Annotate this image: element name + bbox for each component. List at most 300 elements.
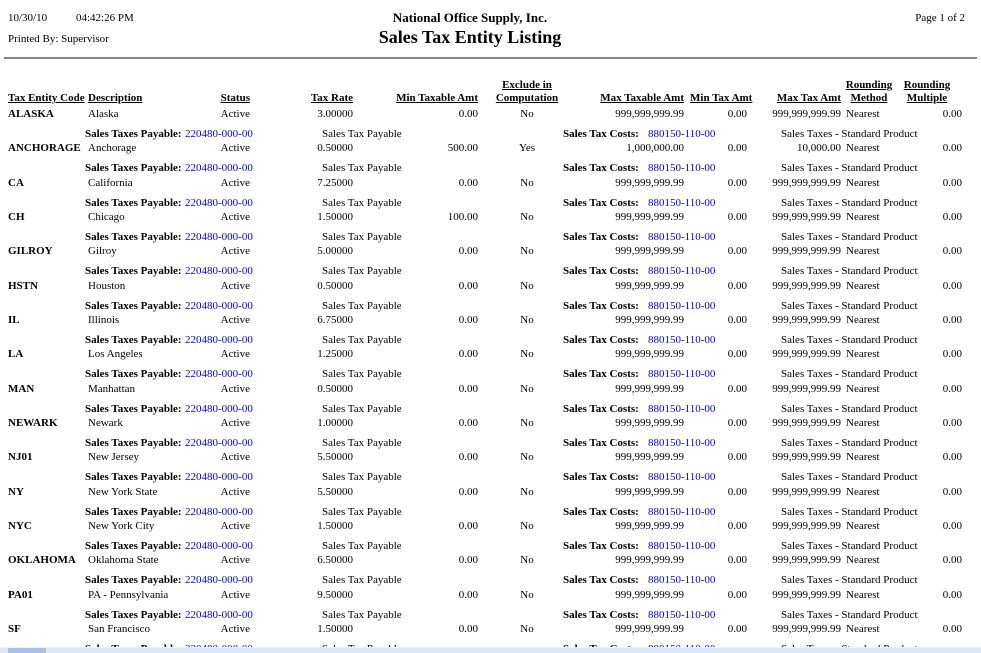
entity-main-line bbox=[0, 417, 981, 430]
col-min-tax-amt: Min Tax Amt bbox=[690, 92, 753, 104]
entity-rounding-multiple: 0.00 bbox=[942, 623, 962, 635]
entity-min-taxable-amt: 0.00 bbox=[458, 348, 478, 360]
entity-exclude-in-computation: No bbox=[520, 108, 534, 120]
sales-taxes-payable-account-link[interactable]: 220480-000-00 bbox=[185, 265, 253, 277]
entity-code: HSTN bbox=[8, 280, 38, 292]
sales-tax-costs-label: Sales Tax Costs: bbox=[563, 609, 639, 621]
col-rounding-multiple-line1: Rounding bbox=[903, 79, 951, 91]
entity-max-tax-amt: 999,999,999.99 bbox=[772, 348, 841, 360]
scrollbar-thumb[interactable] bbox=[8, 648, 46, 653]
entity-min-tax-amt: 0.00 bbox=[727, 589, 747, 601]
sales-tax-costs-account-desc: Sales Taxes - Standard Product bbox=[781, 128, 918, 140]
entity-max-tax-amt: 999,999,999.99 bbox=[772, 108, 841, 120]
entity-status: Active bbox=[220, 280, 250, 292]
entity-main-line bbox=[0, 348, 981, 361]
entity-max-taxable-amt: 999,999,999.99 bbox=[615, 245, 684, 257]
sales-tax-costs-account-desc: Sales Taxes - Standard Product bbox=[781, 403, 918, 415]
col-rounding-method-line1: Rounding bbox=[845, 79, 893, 91]
sales-tax-costs-account-desc: Sales Taxes - Standard Product bbox=[781, 231, 918, 243]
sales-taxes-payable-account-link[interactable]: 220480-000-00 bbox=[185, 368, 253, 380]
report-time: 04:42:26 PM bbox=[76, 12, 134, 24]
sales-tax-costs-account-desc: Sales Taxes - Standard Product bbox=[781, 162, 918, 174]
entity-rounding-multiple: 0.00 bbox=[942, 211, 962, 223]
sales-taxes-payable-account-desc: Sales Tax Payable bbox=[322, 197, 402, 209]
entity-code: IL bbox=[8, 314, 20, 326]
entity-min-tax-amt: 0.00 bbox=[727, 520, 747, 532]
sales-taxes-payable-account-link[interactable]: 220480-000-00 bbox=[185, 403, 253, 415]
entity-min-taxable-amt: 0.00 bbox=[458, 520, 478, 532]
entity-code: SF bbox=[8, 623, 21, 635]
sales-taxes-payable-label: Sales Taxes Payable: bbox=[85, 334, 182, 346]
entity-min-taxable-amt: 100.00 bbox=[447, 211, 478, 223]
entity-exclude-in-computation: No bbox=[520, 486, 534, 498]
entity-main-line bbox=[0, 211, 981, 224]
entity-min-taxable-amt: 0.00 bbox=[458, 486, 478, 498]
entity-tax-rate: 1.50000 bbox=[317, 211, 353, 223]
entity-min-tax-amt: 0.00 bbox=[727, 623, 747, 635]
sales-taxes-payable-account-desc: Sales Tax Payable bbox=[322, 609, 402, 621]
tax-entity-record bbox=[0, 177, 981, 211]
entity-max-tax-amt: 999,999,999.99 bbox=[772, 623, 841, 635]
entity-rounding-method: Nearest bbox=[846, 280, 880, 292]
entity-code: MAN bbox=[8, 383, 35, 395]
entity-accounts-line bbox=[0, 265, 981, 278]
entity-code: NY bbox=[8, 486, 24, 498]
sales-taxes-payable-account-link[interactable]: 220480-000-00 bbox=[185, 506, 253, 518]
sales-tax-costs-account-desc: Sales Taxes - Standard Product bbox=[781, 368, 918, 380]
entity-accounts-line bbox=[0, 574, 981, 587]
entity-main-line bbox=[0, 108, 981, 121]
entity-status: Active bbox=[220, 383, 250, 395]
entity-code: OKLAHOMA bbox=[8, 554, 76, 566]
entity-accounts-line bbox=[0, 403, 981, 416]
entity-max-tax-amt: 999,999,999.99 bbox=[772, 486, 841, 498]
sales-tax-costs-label: Sales Tax Costs: bbox=[563, 368, 639, 380]
sales-tax-costs-account-desc: Sales Taxes - Standard Product bbox=[781, 334, 918, 346]
col-exclude-line2: Computation bbox=[495, 92, 559, 104]
sales-tax-costs-account-desc: Sales Taxes - Standard Product bbox=[781, 506, 918, 518]
sales-taxes-payable-account-desc: Sales Tax Payable bbox=[322, 128, 402, 140]
sales-taxes-payable-account-desc: Sales Tax Payable bbox=[322, 403, 402, 415]
entity-min-taxable-amt: 0.00 bbox=[458, 417, 478, 429]
sales-tax-costs-label: Sales Tax Costs: bbox=[563, 265, 639, 277]
entity-max-taxable-amt: 999,999,999.99 bbox=[615, 280, 684, 292]
entity-main-line bbox=[0, 383, 981, 396]
entity-exclude-in-computation: No bbox=[520, 451, 534, 463]
sales-tax-costs-account-link[interactable]: 880150-110-00 bbox=[648, 334, 716, 346]
entity-max-taxable-amt: 999,999,999.99 bbox=[615, 383, 684, 395]
sales-tax-costs-account-desc: Sales Taxes - Standard Product bbox=[781, 574, 918, 586]
entity-tax-rate: 1.50000 bbox=[317, 520, 353, 532]
sales-taxes-payable-label: Sales Taxes Payable: bbox=[85, 197, 182, 209]
sales-tax-costs-account-link[interactable]: 880150-110-00 bbox=[648, 403, 716, 415]
sales-taxes-payable-account-desc: Sales Tax Payable bbox=[322, 300, 402, 312]
entity-accounts-line bbox=[0, 506, 981, 519]
entity-max-tax-amt: 999,999,999.99 bbox=[772, 554, 841, 566]
tax-entity-record bbox=[0, 142, 981, 176]
entity-description: Oklahoma State bbox=[88, 554, 159, 566]
sales-tax-costs-account-link[interactable]: 880150-110-00 bbox=[648, 506, 716, 518]
entity-min-tax-amt: 0.00 bbox=[727, 486, 747, 498]
entity-accounts-line bbox=[0, 609, 981, 622]
col-status: Status bbox=[220, 92, 250, 104]
sales-taxes-payable-account-link[interactable]: 220480-000-00 bbox=[185, 197, 253, 209]
entity-rounding-method: Nearest bbox=[846, 177, 880, 189]
entity-rounding-method: Nearest bbox=[846, 520, 880, 532]
entity-max-taxable-amt: 999,999,999.99 bbox=[615, 417, 684, 429]
entity-code: ALASKA bbox=[8, 108, 54, 120]
entity-rounding-method: Nearest bbox=[846, 142, 880, 154]
entity-exclude-in-computation: No bbox=[520, 623, 534, 635]
sales-taxes-payable-account-desc: Sales Tax Payable bbox=[322, 471, 402, 483]
sales-tax-costs-label: Sales Tax Costs: bbox=[563, 540, 639, 552]
entity-status: Active bbox=[220, 245, 250, 257]
entity-description: Newark bbox=[88, 417, 123, 429]
col-description: Description bbox=[88, 92, 143, 104]
sales-taxes-payable-account-desc: Sales Tax Payable bbox=[322, 368, 402, 380]
sales-tax-costs-account-link[interactable]: 880150-110-00 bbox=[648, 197, 716, 209]
sales-taxes-payable-account-link[interactable]: 220480-000-00 bbox=[185, 540, 253, 552]
entity-code: CA bbox=[8, 177, 24, 189]
sales-tax-costs-label: Sales Tax Costs: bbox=[563, 574, 639, 586]
sales-taxes-payable-account-desc: Sales Tax Payable bbox=[322, 265, 402, 277]
entity-status: Active bbox=[220, 108, 250, 120]
entity-main-line bbox=[0, 623, 981, 636]
entity-status: Active bbox=[220, 211, 250, 223]
entity-tax-rate: 1.50000 bbox=[317, 623, 353, 635]
entity-main-line bbox=[0, 142, 981, 155]
entity-main-line bbox=[0, 589, 981, 602]
entity-tax-rate: 6.50000 bbox=[317, 554, 353, 566]
entity-rounding-method: Nearest bbox=[846, 623, 880, 635]
entity-code: NEWARK bbox=[8, 417, 58, 429]
entity-code: ANCHORAGE bbox=[8, 142, 81, 154]
entity-code: LA bbox=[8, 348, 24, 360]
sales-tax-costs-account-link[interactable]: 880150-110-00 bbox=[648, 128, 716, 140]
entity-exclude-in-computation: No bbox=[520, 177, 534, 189]
sales-tax-costs-account-link[interactable]: 880150-110-00 bbox=[648, 574, 716, 586]
entity-rounding-multiple: 0.00 bbox=[942, 177, 962, 189]
entity-code: PA01 bbox=[8, 589, 33, 601]
entity-main-line bbox=[0, 486, 981, 499]
entity-min-tax-amt: 0.00 bbox=[727, 348, 747, 360]
entity-rounding-method: Nearest bbox=[846, 451, 880, 463]
sales-tax-costs-label: Sales Tax Costs: bbox=[563, 334, 639, 346]
entity-max-tax-amt: 999,999,999.99 bbox=[772, 177, 841, 189]
entity-tax-rate: 5.50000 bbox=[317, 451, 353, 463]
entity-description: New York City bbox=[88, 520, 155, 532]
entity-tax-rate: 6.75000 bbox=[317, 314, 353, 326]
entity-rounding-method: Nearest bbox=[846, 589, 880, 601]
entity-min-tax-amt: 0.00 bbox=[727, 314, 747, 326]
entity-max-tax-amt: 999,999,999.99 bbox=[772, 451, 841, 463]
sales-taxes-payable-label: Sales Taxes Payable: bbox=[85, 162, 182, 174]
tax-entity-record bbox=[0, 589, 981, 623]
entity-min-taxable-amt: 0.00 bbox=[458, 589, 478, 601]
col-exclude-line1: Exclude in bbox=[502, 79, 552, 91]
sales-taxes-payable-account-link[interactable]: 220480-000-00 bbox=[185, 574, 253, 586]
entity-max-taxable-amt: 999,999,999.99 bbox=[615, 589, 684, 601]
tax-entity-record bbox=[0, 486, 981, 520]
tax-entity-record bbox=[0, 280, 981, 314]
sales-tax-costs-label: Sales Tax Costs: bbox=[563, 128, 639, 140]
sales-taxes-payable-label: Sales Taxes Payable: bbox=[85, 540, 182, 552]
entity-exclude-in-computation: No bbox=[520, 554, 534, 566]
tax-entity-record bbox=[0, 348, 981, 382]
sales-tax-costs-account-desc: Sales Taxes - Standard Product bbox=[781, 437, 918, 449]
entity-accounts-line bbox=[0, 128, 981, 141]
sales-taxes-payable-account-link[interactable]: 220480-000-00 bbox=[185, 437, 253, 449]
entity-min-taxable-amt: 0.00 bbox=[458, 554, 478, 566]
col-tax-rate: Tax Rate bbox=[310, 92, 353, 104]
sales-tax-costs-label: Sales Tax Costs: bbox=[563, 162, 639, 174]
sales-tax-costs-label: Sales Tax Costs: bbox=[563, 197, 639, 209]
entity-exclude-in-computation: No bbox=[520, 211, 534, 223]
entity-accounts-line bbox=[0, 197, 981, 210]
entity-min-taxable-amt: 0.00 bbox=[458, 280, 478, 292]
tax-entity-record bbox=[0, 554, 981, 588]
sales-taxes-payable-label: Sales Taxes Payable: bbox=[85, 403, 182, 415]
entity-tax-rate: 0.50000 bbox=[317, 280, 353, 292]
entity-max-tax-amt: 999,999,999.99 bbox=[772, 314, 841, 326]
entity-max-taxable-amt: 999,999,999.99 bbox=[615, 623, 684, 635]
entity-accounts-line bbox=[0, 540, 981, 553]
sales-taxes-payable-account-link[interactable]: 220480-000-00 bbox=[185, 162, 253, 174]
tax-entity-record bbox=[0, 108, 981, 142]
entity-description: Manhattan bbox=[88, 383, 136, 395]
tax-entity-record bbox=[0, 417, 981, 451]
entity-min-taxable-amt: 0.00 bbox=[458, 245, 478, 257]
sales-taxes-payable-label: Sales Taxes Payable: bbox=[85, 265, 182, 277]
entity-tax-rate: 9.50000 bbox=[317, 589, 353, 601]
entity-max-taxable-amt: 999,999,999.99 bbox=[615, 108, 684, 120]
entity-rounding-multiple: 0.00 bbox=[942, 142, 962, 154]
entity-rounding-method: Nearest bbox=[846, 108, 880, 120]
sales-taxes-payable-label: Sales Taxes Payable: bbox=[85, 300, 182, 312]
entity-rounding-multiple: 0.00 bbox=[942, 383, 962, 395]
entity-rounding-method: Nearest bbox=[846, 417, 880, 429]
entity-min-tax-amt: 0.00 bbox=[727, 383, 747, 395]
entity-max-taxable-amt: 999,999,999.99 bbox=[615, 451, 684, 463]
entity-tax-rate: 5.00000 bbox=[317, 245, 353, 257]
entity-rounding-multiple: 0.00 bbox=[942, 589, 962, 601]
sales-tax-costs-label: Sales Tax Costs: bbox=[563, 403, 639, 415]
sales-tax-costs-label: Sales Tax Costs: bbox=[563, 506, 639, 518]
entity-min-taxable-amt: 0.00 bbox=[458, 383, 478, 395]
entity-min-tax-amt: 0.00 bbox=[727, 451, 747, 463]
printed-by: Printed By: Supervisor bbox=[8, 33, 109, 45]
sales-taxes-payable-account-link[interactable]: 220480-000-00 bbox=[185, 300, 253, 312]
entity-max-taxable-amt: 999,999,999.99 bbox=[615, 177, 684, 189]
entity-min-taxable-amt: 0.00 bbox=[458, 177, 478, 189]
entity-max-taxable-amt: 999,999,999.99 bbox=[615, 554, 684, 566]
entity-exclude-in-computation: Yes bbox=[518, 142, 535, 154]
entity-max-tax-amt: 999,999,999.99 bbox=[772, 417, 841, 429]
entity-min-tax-amt: 0.00 bbox=[727, 108, 747, 120]
entity-status: Active bbox=[220, 417, 250, 429]
sales-tax-costs-account-link[interactable]: 880150-110-00 bbox=[648, 300, 716, 312]
entity-description: Chicago bbox=[88, 211, 125, 223]
sales-tax-costs-account-desc: Sales Taxes - Standard Product bbox=[781, 300, 918, 312]
entity-max-taxable-amt: 999,999,999.99 bbox=[615, 314, 684, 326]
entity-status: Active bbox=[220, 177, 250, 189]
sales-taxes-payable-account-link[interactable]: 220480-000-00 bbox=[185, 471, 253, 483]
entity-max-tax-amt: 999,999,999.99 bbox=[772, 245, 841, 257]
sales-taxes-payable-label: Sales Taxes Payable: bbox=[85, 574, 182, 586]
entity-description: San Francisco bbox=[88, 623, 151, 635]
sales-taxes-payable-account-link[interactable]: 220480-000-00 bbox=[185, 609, 253, 621]
sales-taxes-payable-account-link[interactable]: 220480-000-00 bbox=[185, 231, 253, 243]
sales-tax-costs-account-desc: Sales Taxes - Standard Product bbox=[781, 265, 918, 277]
entity-accounts-line bbox=[0, 231, 981, 244]
entity-rounding-multiple: 0.00 bbox=[942, 520, 962, 532]
entity-min-taxable-amt: 0.00 bbox=[458, 314, 478, 326]
entity-code: GILROY bbox=[8, 245, 53, 257]
entity-status: Active bbox=[220, 314, 250, 326]
sales-tax-costs-account-desc: Sales Taxes - Standard Product bbox=[781, 471, 918, 483]
entity-status: Active bbox=[220, 520, 250, 532]
entity-description: Illinois bbox=[88, 314, 120, 326]
entity-min-taxable-amt: 500.00 bbox=[447, 142, 478, 154]
entity-max-taxable-amt: 999,999,999.99 bbox=[615, 520, 684, 532]
tax-entity-record bbox=[0, 451, 981, 485]
entity-status: Active bbox=[220, 554, 250, 566]
entity-code: NYC bbox=[8, 520, 32, 532]
entity-max-tax-amt: 999,999,999.99 bbox=[772, 383, 841, 395]
entity-rounding-multiple: 0.00 bbox=[942, 348, 962, 360]
entity-accounts-line bbox=[0, 368, 981, 381]
entity-max-tax-amt: 999,999,999.99 bbox=[772, 520, 841, 532]
sales-tax-costs-label: Sales Tax Costs: bbox=[563, 300, 639, 312]
sales-tax-costs-account-link[interactable]: 880150-110-00 bbox=[648, 162, 716, 174]
entity-description: PA - Pennsylvania bbox=[88, 589, 169, 601]
entity-exclude-in-computation: No bbox=[520, 280, 534, 292]
entity-description: Alaska bbox=[88, 108, 119, 120]
col-max-tax-amt: Max Tax Amt bbox=[776, 92, 841, 104]
entity-exclude-in-computation: No bbox=[520, 417, 534, 429]
entity-max-taxable-amt: 999,999,999.99 bbox=[615, 348, 684, 360]
entity-tax-rate: 1.25000 bbox=[317, 348, 353, 360]
entity-description: Houston bbox=[88, 280, 126, 292]
sales-tax-costs-account-desc: Sales Taxes - Standard Product bbox=[781, 197, 918, 209]
entity-code: NJ01 bbox=[8, 451, 33, 463]
sales-tax-costs-account-link[interactable]: 880150-110-00 bbox=[648, 609, 716, 621]
sales-tax-costs-label: Sales Tax Costs: bbox=[563, 471, 639, 483]
entity-description: Los Angeles bbox=[88, 348, 143, 360]
entity-max-tax-amt: 999,999,999.99 bbox=[772, 280, 841, 292]
entity-rounding-multiple: 0.00 bbox=[942, 417, 962, 429]
entity-tax-rate: 0.50000 bbox=[317, 142, 353, 154]
sales-taxes-payable-account-link[interactable]: 220480-000-00 bbox=[185, 334, 253, 346]
entity-min-tax-amt: 0.00 bbox=[727, 417, 747, 429]
entity-rounding-method: Nearest bbox=[846, 245, 880, 257]
tax-entity-record bbox=[0, 211, 981, 245]
entity-status: Active bbox=[220, 142, 250, 154]
entity-rounding-multiple: 0.00 bbox=[942, 451, 962, 463]
entity-rounding-method: Nearest bbox=[846, 314, 880, 326]
entity-code: CH bbox=[8, 211, 25, 223]
page-number: Page 1 of 2 bbox=[915, 12, 965, 24]
entity-exclude-in-computation: No bbox=[520, 348, 534, 360]
sales-tax-costs-label: Sales Tax Costs: bbox=[563, 437, 639, 449]
sales-tax-costs-account-desc: Sales Taxes - Standard Product bbox=[781, 609, 918, 621]
col-min-taxable-amt: Min Taxable Amt bbox=[396, 92, 478, 104]
entity-description: California bbox=[88, 177, 133, 189]
entity-exclude-in-computation: No bbox=[520, 589, 534, 601]
entity-exclude-in-computation: No bbox=[520, 520, 534, 532]
entity-tax-rate: 7.25000 bbox=[317, 177, 353, 189]
entity-tax-rate: 1.00000 bbox=[317, 417, 353, 429]
entity-exclude-in-computation: No bbox=[520, 314, 534, 326]
entity-description: Anchorage bbox=[88, 142, 137, 154]
entity-tax-rate: 0.50000 bbox=[317, 383, 353, 395]
sales-tax-costs-account-link[interactable]: 880150-110-00 bbox=[648, 368, 716, 380]
entity-accounts-line bbox=[0, 162, 981, 175]
horizontal-scrollbar[interactable] bbox=[0, 647, 981, 653]
entity-min-tax-amt: 0.00 bbox=[727, 280, 747, 292]
entity-min-tax-amt: 0.00 bbox=[727, 554, 747, 566]
entity-rounding-method: Nearest bbox=[846, 486, 880, 498]
company-name: National Office Supply, Inc. bbox=[392, 10, 548, 25]
entity-min-taxable-amt: 0.00 bbox=[458, 108, 478, 120]
entity-rounding-multiple: 0.00 bbox=[942, 108, 962, 120]
sales-tax-costs-account-link[interactable]: 880150-110-00 bbox=[648, 265, 716, 277]
sales-tax-costs-account-link[interactable]: 880150-110-00 bbox=[648, 540, 716, 552]
entity-max-taxable-amt: 1,000,000.00 bbox=[626, 142, 684, 154]
col-rounding-multiple-line2: Multiple bbox=[906, 92, 948, 104]
sales-tax-costs-account-link[interactable]: 880150-110-00 bbox=[648, 471, 716, 483]
entity-min-taxable-amt: 0.00 bbox=[458, 623, 478, 635]
sales-taxes-payable-label: Sales Taxes Payable: bbox=[85, 506, 182, 518]
entity-description: New Jersey bbox=[88, 451, 140, 463]
col-max-taxable-amt: Max Taxable Amt bbox=[600, 92, 684, 104]
sales-taxes-payable-account-desc: Sales Tax Payable bbox=[322, 231, 402, 243]
sales-taxes-payable-label: Sales Taxes Payable: bbox=[85, 609, 182, 621]
entity-main-line bbox=[0, 177, 981, 190]
entity-status: Active bbox=[220, 348, 250, 360]
sales-taxes-payable-account-link[interactable]: 220480-000-00 bbox=[185, 128, 253, 140]
sales-taxes-payable-label: Sales Taxes Payable: bbox=[85, 471, 182, 483]
entity-accounts-line bbox=[0, 334, 981, 347]
entity-accounts-line bbox=[0, 437, 981, 450]
report-title: Sales Tax Entity Listing bbox=[378, 27, 562, 47]
entity-main-line bbox=[0, 451, 981, 464]
entity-accounts-line bbox=[0, 471, 981, 484]
entity-min-tax-amt: 0.00 bbox=[727, 245, 747, 257]
entity-tax-rate: 5.50000 bbox=[317, 486, 353, 498]
col-rounding-method-line2: Method bbox=[850, 92, 888, 104]
tax-entity-record bbox=[0, 383, 981, 417]
entity-status: Active bbox=[220, 589, 250, 601]
sales-taxes-payable-label: Sales Taxes Payable: bbox=[85, 128, 182, 140]
entity-main-line bbox=[0, 245, 981, 258]
entity-main-line bbox=[0, 520, 981, 533]
sales-taxes-payable-account-desc: Sales Tax Payable bbox=[322, 334, 402, 346]
entity-max-tax-amt: 999,999,999.99 bbox=[772, 211, 841, 223]
entity-min-tax-amt: 0.00 bbox=[727, 211, 747, 223]
entity-status: Active bbox=[220, 451, 250, 463]
entity-rounding-multiple: 0.00 bbox=[942, 245, 962, 257]
sales-taxes-payable-account-desc: Sales Tax Payable bbox=[322, 574, 402, 586]
entity-max-tax-amt: 10,000.00 bbox=[797, 142, 841, 154]
sales-taxes-payable-label: Sales Taxes Payable: bbox=[85, 437, 182, 449]
entity-rounding-multiple: 0.00 bbox=[942, 554, 962, 566]
report-date: 10/30/10 bbox=[8, 12, 48, 24]
entity-max-taxable-amt: 999,999,999.99 bbox=[615, 211, 684, 223]
sales-tax-costs-account-link[interactable]: 880150-110-00 bbox=[648, 437, 716, 449]
sales-tax-costs-account-link[interactable]: 880150-110-00 bbox=[648, 231, 716, 243]
entity-accounts-line bbox=[0, 300, 981, 313]
